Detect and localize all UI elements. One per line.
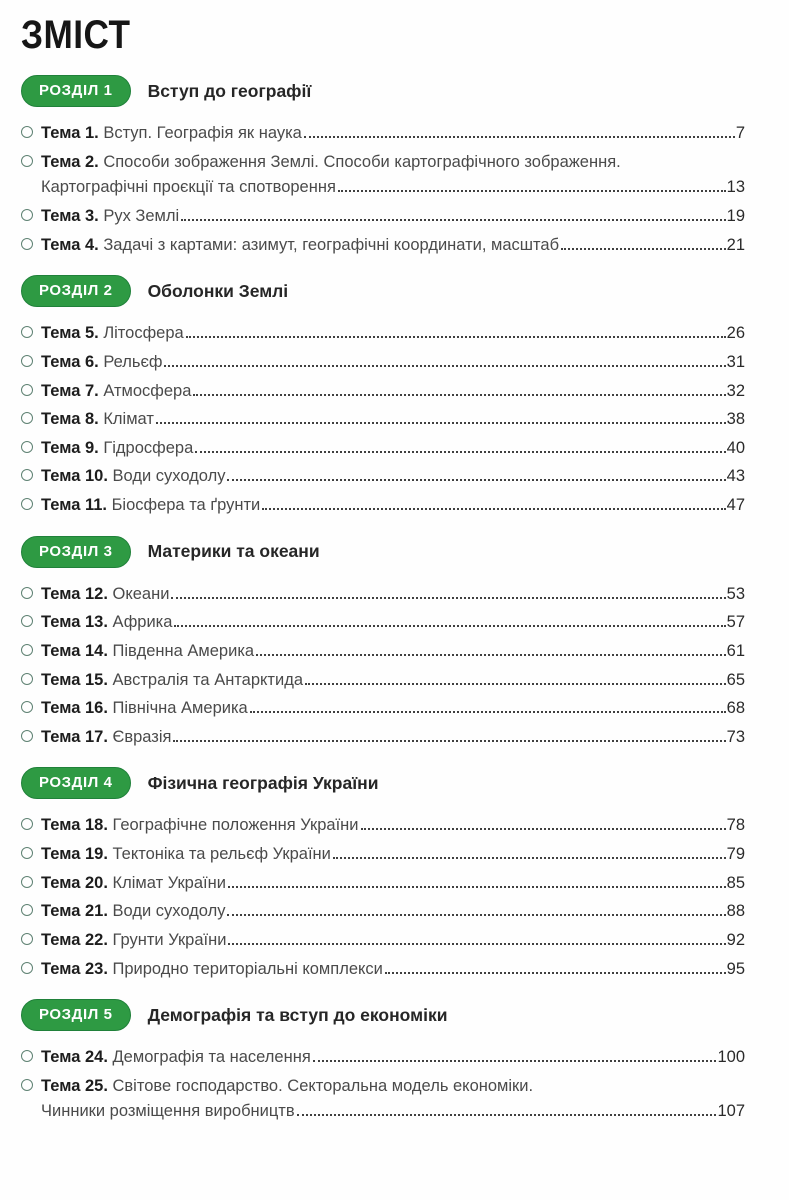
topic-page-number: 107 [717,1102,745,1121]
section-title: Демографія та вступ до економіки [147,1004,448,1025]
topic-page-number: 95 [726,959,745,978]
circle-outline-icon [21,818,33,830]
topic-title: Світове господарство. Секторальна модель економіки. [112,1076,534,1095]
topic-page-number: 38 [726,410,745,429]
toc-entry [21,123,745,144]
topic-title: Географічне положення України [112,816,359,835]
toc-entry-body [41,584,745,605]
topic-list [21,584,745,748]
toc-entry-body [41,873,745,894]
topic-title: Грунти України [112,930,227,949]
toc-entry-body [41,352,745,373]
topic-number: Тема 16. [41,699,113,718]
toc-entry [21,727,745,748]
dotted-leader [304,136,735,138]
toc-entry-body [41,438,745,459]
circle-outline-icon [21,962,33,974]
topic-list [21,1047,745,1122]
circle-outline-icon [21,238,33,250]
dotted-leader [164,365,725,367]
topic-page-number: 78 [726,816,745,835]
circle-outline-icon [21,701,33,713]
toc-entry [21,409,745,430]
toc-entry-body [41,235,745,256]
circle-outline-icon [21,587,33,599]
circle-outline-icon [21,933,33,945]
toc-entry [21,584,745,605]
toc-entry [21,959,745,980]
topic-title: Літосфера [103,324,184,343]
section-header [21,767,745,799]
topic-page-number: 68 [726,699,745,718]
topic-page-number: 26 [726,324,745,343]
topic-page-number: 32 [726,381,745,400]
toc-entry [21,1076,745,1122]
topic-title: Океани [112,584,170,603]
section-header [21,75,745,107]
circle-outline-icon [21,155,33,167]
section-badge: РОЗДІЛ 2 [21,275,131,307]
dotted-leader [181,219,725,221]
circle-outline-icon [21,847,33,859]
topic-page-number: 53 [726,584,745,603]
toc-entry [21,901,745,922]
toc-entry [21,323,745,344]
topic-number: Тема 7. [41,381,104,400]
topic-number: Тема 22. [41,930,113,949]
circle-outline-icon [21,326,33,338]
toc-entry-body [41,844,745,865]
section-badge: РОЗДІЛ 5 [21,999,131,1031]
dotted-leader [256,654,726,656]
toc-section [21,75,745,255]
topic-number: Тема 20. [41,873,113,892]
circle-outline-icon [21,730,33,742]
toc-entry [21,466,745,487]
topic-list [21,815,745,979]
topic-page-number: 43 [726,467,745,486]
section-badge: РОЗДІЛ 4 [21,767,131,799]
toc-entry-body [41,641,745,662]
toc-entry-body [41,206,745,227]
topic-number: Тема 6. [41,352,104,371]
topic-title: Способи зображення Землі. Способи картографічного зображення. [103,152,621,171]
section-header [21,275,745,307]
dotted-leader [171,597,725,599]
topic-number: Тема 18. [41,816,113,835]
topic-title: Біосфера та ґрунти [111,496,261,515]
toc-entry-body [41,466,745,487]
topic-title: Африка [112,613,173,632]
topic-title: Демографія та населення [112,1048,311,1067]
topic-number: Тема 14. [41,641,113,660]
toc-entry [21,206,745,227]
topic-list [21,123,745,255]
toc-entry-body [41,670,745,691]
toc-section [21,767,745,979]
topic-number: Тема 19. [41,845,113,864]
toc-entry-body [41,612,745,633]
toc-entry-body [41,409,745,430]
dotted-leader [333,857,726,859]
toc-entry-body [41,152,745,198]
toc-entry-body [41,930,745,951]
dotted-leader [313,1060,717,1062]
toc-entry [21,641,745,662]
topic-title: Гідросфера [103,438,194,457]
toc-entry [21,381,745,402]
section-title: Фізична географія України [147,772,379,793]
dotted-leader [173,740,725,742]
toc-entry [21,930,745,951]
circle-outline-icon [21,644,33,656]
topic-page-number: 21 [726,235,745,254]
topic-number: Тема 9. [41,438,104,457]
topic-title: Атмосфера [103,381,192,400]
circle-outline-icon [21,412,33,424]
toc-section [21,999,745,1122]
toc-entry [21,1047,745,1068]
topic-number: Тема 1. [41,124,104,143]
topic-title: Води суходолу [112,467,226,486]
circle-outline-icon [21,904,33,916]
topic-number: Тема 2. [41,152,104,171]
topic-page-number: 7 [735,124,745,143]
topic-title: Північна Америка [112,699,248,718]
toc-entry [21,815,745,836]
dotted-leader [338,190,726,192]
toc-entry [21,495,745,516]
section-header [21,999,745,1031]
toc-entry-body [41,1076,745,1122]
circle-outline-icon [21,1079,33,1091]
circle-outline-icon [21,441,33,453]
dotted-leader [193,394,725,396]
topic-number: Тема 17. [41,727,113,746]
topic-title: Рельєф [103,352,163,371]
topic-title: Води суходолу [112,902,226,921]
topic-page-number: 61 [726,641,745,660]
toc-entry-body [41,1047,745,1068]
circle-outline-icon [21,384,33,396]
dotted-leader [195,451,725,453]
dotted-leader [385,972,726,974]
topic-title: Задачі з картами: азимут, географічні координати, масштаб [103,235,560,254]
topic-title: Євразія [112,727,172,746]
topic-title-continued: Картографічні проєкції та спотворення [41,178,336,197]
toc-entry [21,844,745,865]
dotted-leader [227,479,725,481]
dotted-leader [186,336,726,338]
dotted-leader [227,914,725,916]
topic-page-number: 13 [726,178,745,197]
toc-entry-body [41,123,745,144]
topic-title: Природно територіальні комплекси [112,959,383,978]
circle-outline-icon [21,209,33,221]
topic-page-number: 31 [726,352,745,371]
topic-number: Тема 13. [41,613,113,632]
toc-entry-body [41,495,745,516]
dotted-leader [361,828,726,830]
toc-entry [21,873,745,894]
topic-number: Тема 23. [41,959,113,978]
dotted-leader [156,422,726,424]
topic-page-number: 100 [717,1048,745,1067]
toc-section [21,275,745,515]
section-title: Вступ до географії [147,80,312,101]
topic-number: Тема 12. [41,584,113,603]
toc-entry [21,235,745,256]
topic-title-continued: Чинники розміщення виробництв [41,1102,295,1121]
toc-entry [21,152,745,198]
page-title: ЗМІСТ [21,13,131,57]
topic-title: Клімат України [112,873,226,892]
topic-number: Тема 15. [41,670,113,689]
circle-outline-icon [21,876,33,888]
topic-list [21,323,745,515]
toc-entry-body [41,323,745,344]
section-badge: РОЗДІЛ 1 [21,75,131,107]
section-badge: РОЗДІЛ 3 [21,536,131,568]
dotted-leader [561,248,726,250]
section-title: Оболонки Землі [147,280,289,301]
toc-entry [21,612,745,633]
toc-section [21,536,745,748]
topic-number: Тема 10. [41,467,113,486]
dotted-leader [174,625,725,627]
toc-entry-body [41,959,745,980]
circle-outline-icon [21,355,33,367]
dotted-leader [297,1114,717,1116]
topic-number: Тема 21. [41,902,113,921]
toc-entry-body [41,901,745,922]
toc-sections [21,75,745,1122]
dotted-leader [250,711,726,713]
section-header [21,536,745,568]
toc-entry-body [41,381,745,402]
dotted-leader [262,508,725,510]
topic-page-number: 19 [726,207,745,226]
section-title: Материки та океани [147,541,320,562]
topic-title: Австралія та Антарктида [112,670,304,689]
topic-title: Клімат [103,410,154,429]
topic-number: Тема 11. [41,496,112,515]
topic-number: Тема 24. [41,1048,113,1067]
topic-page-number: 40 [726,438,745,457]
circle-outline-icon [21,498,33,510]
topic-page-number: 92 [726,930,745,949]
toc-entry [21,698,745,719]
topic-page-number: 79 [726,845,745,864]
topic-page-number: 73 [726,727,745,746]
topic-number: Тема 3. [41,207,104,226]
circle-outline-icon [21,615,33,627]
topic-title: Тектоніка та рельєф України [112,845,331,864]
toc-entry-body [41,727,745,748]
topic-number: Тема 4. [41,235,104,254]
topic-page-number: 47 [726,496,745,515]
dotted-leader [228,943,725,945]
toc-entry [21,438,745,459]
toc-entry [21,670,745,691]
topic-title: Рух Землі [103,207,180,226]
circle-outline-icon [21,126,33,138]
dotted-leader [305,683,726,685]
dotted-leader [228,886,726,888]
topic-page-number: 57 [726,613,745,632]
topic-number: Тема 5. [41,324,104,343]
topic-number: Тема 8. [41,410,104,429]
toc-entry-body [41,698,745,719]
topic-page-number: 65 [726,670,745,689]
toc-entry [21,352,745,373]
topic-page-number: 88 [726,902,745,921]
topic-title: Вступ. Географія як наука [103,124,302,143]
circle-outline-icon [21,1050,33,1062]
topic-title: Південна Америка [112,641,255,660]
topic-number: Тема 25. [41,1076,113,1095]
circle-outline-icon [21,469,33,481]
circle-outline-icon [21,673,33,685]
topic-page-number: 85 [726,873,745,892]
toc-entry-body [41,815,745,836]
